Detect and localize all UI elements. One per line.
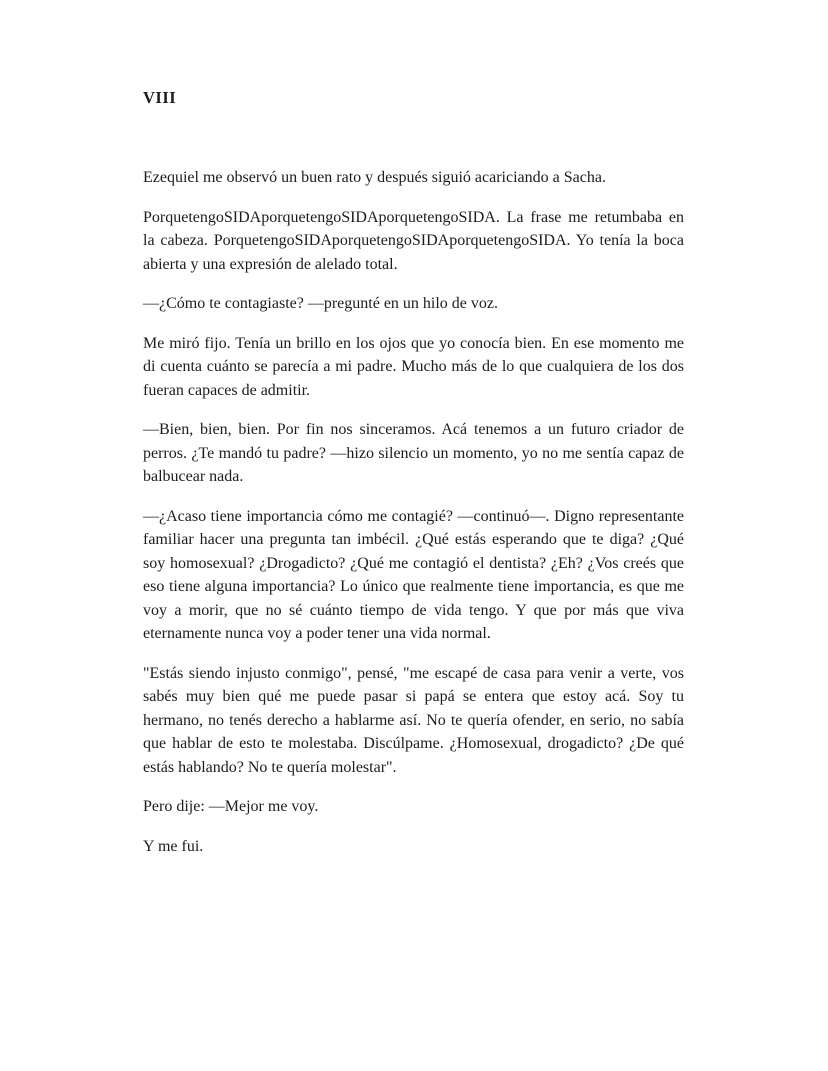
paragraph: PorquetengoSIDAporquetengoSIDAporquetengoSIDA. La frase me retumbaba en la cabeza. PorquetengoSIDAporquetengoSIDAporquetengoSIDA. Yo tenía la boca abierta y una expresión de alelado total. [143,208,684,273]
paragraph: Pero dije: —Mejor me voy. [143,798,319,815]
paragraph: Me miró fijo. Tenía un brillo en los ojos que yo conocía bien. En ese momento me di cuenta cuánto se parecía a mi padre. Mucho más de lo que cualquiera de los dos fueran capaces de admitir. [143,334,684,399]
body-text [143,166,684,858]
paragraph: "Estás siendo injusto conmigo", pensé, "me escapé de casa para venir a verte, vos sabés muy bien qué me puede pasar si papá se entera que estoy acá. Soy tu hermano, no tenés derecho a hablarme así. No te quería ofender, en serio, no sabía que hablar de esto te molestaba. Discúlpame. ¿Homosexual, drogadicto? ¿De qué estás hablando? No te quería molestar". [143,664,684,776]
paragraph: —¿Cómo te contagiaste? —pregunté en un hilo de voz. [143,295,499,312]
paragraph: —Bien, bien, bien. Por fin nos sinceramos. Acá tenemos a un futuro criador de perros. ¿Te mandó tu padre? —hizo silencio un momento, yo no me sentía capaz de balbucear nada. [143,421,684,485]
chapter-heading: VIII [143,88,177,107]
paragraph: Y me fui. [143,837,204,855]
paragraph: Ezequiel me observó un buen rato y después siguió acariciando a Sacha. [143,169,606,186]
paragraph: —¿Acaso tiene importancia cómo me contagié? —continuó—. Digno representante familiar hacer una pregunta tan imbécil. ¿Qué estás esperando que te diga? ¿Qué soy homosexual? ¿Drogadicto? ¿Qué me contagió el dentista? ¿Eh? ¿Vos creés que eso tiene alguna importancia? Lo único que realmente tiene importancia, es que me voy a morir, que no sé cuánto tiempo de vida tengo. Y que por más que viva eternamente nunca voy a poder tener una vida normal. [143,507,684,642]
